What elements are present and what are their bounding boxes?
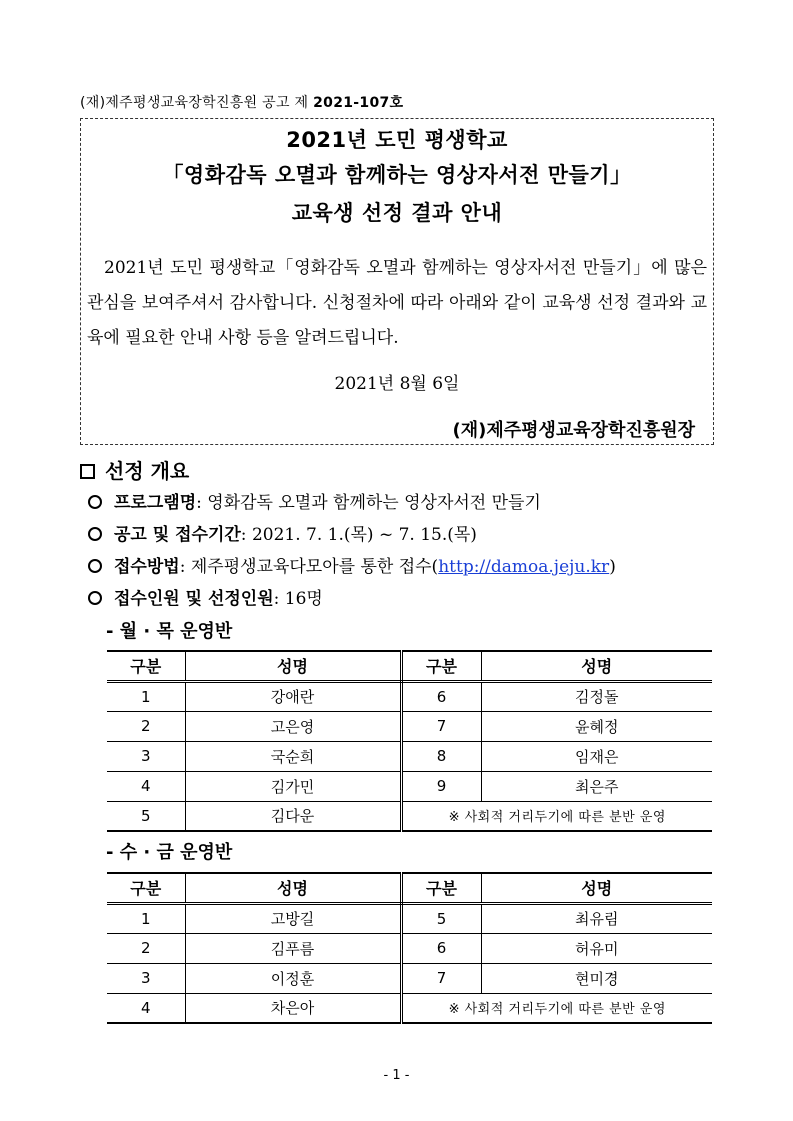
notice-number — [80, 92, 403, 112]
circle-bullet-icon — [88, 527, 102, 541]
table-row — [107, 741, 712, 771]
item-sep: : — [179, 557, 191, 577]
table-header-row — [107, 651, 712, 681]
cell-name: 김가민 — [185, 771, 401, 801]
section-heading — [80, 455, 189, 484]
title-line-2: 「영화감독 오멸과 함께하는 영상자서전 만들기」 — [162, 163, 632, 187]
cell-number: 9 — [401, 771, 481, 801]
column-header: 구분 — [401, 873, 481, 903]
intro-text: 2021년 도민 평생학교「영화감독 오멸과 함께하는 영상자서전 만들기」에 많은 관심을 보여주셔서 감사합니다. 신청절차에 따라 아래와 같이 교육생 선정 결과와 교육에 필요한 안내 사항 등을 알려드립니다. — [87, 258, 707, 348]
cell-name: 허유미 — [481, 933, 712, 963]
section-heading-text: 선정 개요 — [105, 459, 190, 483]
cell-number: 4 — [107, 993, 185, 1023]
distancing-note: ※ 사회적 거리두기에 따른 분반 운영 — [401, 993, 712, 1023]
intro-paragraph — [87, 251, 707, 356]
cell-number: 3 — [107, 741, 185, 771]
cell-number: 1 — [107, 681, 185, 711]
title-line-1: 2021년 도민 평생학교 — [286, 128, 508, 152]
cell-number: 3 — [107, 963, 185, 993]
square-bullet-icon — [80, 464, 95, 479]
item-value: 16명 — [284, 589, 323, 609]
cell-name: 강애란 — [185, 681, 401, 711]
cell-number: 1 — [107, 903, 185, 933]
distancing-note: ※ 사회적 거리두기에 따른 분반 운영 — [401, 801, 712, 831]
cell-name: 현미경 — [481, 963, 712, 993]
group-heading-mon-thu: - 월 · 목 운영반 — [106, 621, 233, 642]
group-heading-wed-fri: - 수 · 금 운영반 — [106, 842, 233, 863]
overview-item-count — [88, 584, 323, 609]
cell-name: 최은주 — [481, 771, 712, 801]
column-header: 성명 — [185, 651, 401, 681]
table-header-row — [107, 873, 712, 903]
column-header: 구분 — [107, 873, 185, 903]
cell-name: 차은아 — [185, 993, 401, 1023]
cell-number: 7 — [401, 711, 481, 741]
table-row — [107, 801, 712, 831]
item-value: 영화감독 오멸과 함께하는 영상자서전 만들기 — [207, 493, 541, 513]
table-row — [107, 903, 712, 933]
title-line-3: 교육생 선정 결과 안내 — [291, 201, 503, 225]
page-number: - 1 - — [383, 1068, 410, 1083]
notice-number-value: 2021-107호 — [313, 95, 404, 111]
cell-name: 김정돌 — [481, 681, 712, 711]
cell-number: 2 — [107, 711, 185, 741]
cell-name: 임재은 — [481, 741, 712, 771]
overview-item-period — [88, 520, 477, 545]
cell-name: 김다운 — [185, 801, 401, 831]
damoa-link[interactable]: http://damoa.jeju.kr — [438, 557, 610, 577]
column-header: 구분 — [107, 651, 185, 681]
announcement-box — [80, 118, 714, 445]
cell-name: 김푸름 — [185, 933, 401, 963]
table-row — [107, 711, 712, 741]
item-value-end: ) — [609, 557, 616, 577]
column-header: 구분 — [401, 651, 481, 681]
table-row — [107, 681, 712, 711]
item-label: 공고 및 접수기간 — [114, 525, 241, 545]
table-row — [107, 771, 712, 801]
column-header: 성명 — [481, 873, 712, 903]
item-sep: : — [273, 589, 285, 609]
roster-table-mon-thu — [107, 650, 712, 832]
cell-number: 6 — [401, 681, 481, 711]
item-sep: : — [240, 525, 252, 545]
cell-name: 고방길 — [185, 903, 401, 933]
notice-prefix: (재)제주평생교육장학진흥원 공고 제 — [80, 95, 314, 111]
column-header: 성명 — [185, 873, 401, 903]
item-sep: : — [196, 493, 208, 513]
circle-bullet-icon — [88, 495, 102, 509]
cell-name: 윤혜정 — [481, 711, 712, 741]
table-row — [107, 963, 712, 993]
signer: (재)제주평생교육장학진흥원장 — [452, 420, 695, 441]
cell-number: 6 — [401, 933, 481, 963]
announcement-date: 2021년 8월 6일 — [334, 374, 460, 394]
column-header: 성명 — [481, 651, 712, 681]
cell-number: 4 — [107, 771, 185, 801]
item-label: 접수인원 및 선정인원 — [114, 589, 274, 609]
cell-name: 이정훈 — [185, 963, 401, 993]
item-value: 제주평생교육다모아를 통한 접수( — [190, 557, 439, 577]
roster-table-wed-fri — [107, 872, 712, 1024]
item-value: 2021. 7. 1.(목) ~ 7. 15.(목) — [251, 525, 477, 545]
circle-bullet-icon — [88, 591, 102, 605]
cell-number: 8 — [401, 741, 481, 771]
overview-item-program — [88, 488, 541, 513]
cell-name: 최유림 — [481, 903, 712, 933]
table-row — [107, 993, 712, 1023]
circle-bullet-icon — [88, 559, 102, 573]
cell-name: 고은영 — [185, 711, 401, 741]
cell-number: 7 — [401, 963, 481, 993]
cell-number: 2 — [107, 933, 185, 963]
cell-number: 5 — [107, 801, 185, 831]
overview-item-method — [88, 552, 616, 577]
item-label: 프로그램명 — [114, 493, 197, 513]
cell-name: 국순희 — [185, 741, 401, 771]
table-row — [107, 933, 712, 963]
cell-number: 5 — [401, 903, 481, 933]
item-label: 접수방법 — [114, 557, 180, 577]
